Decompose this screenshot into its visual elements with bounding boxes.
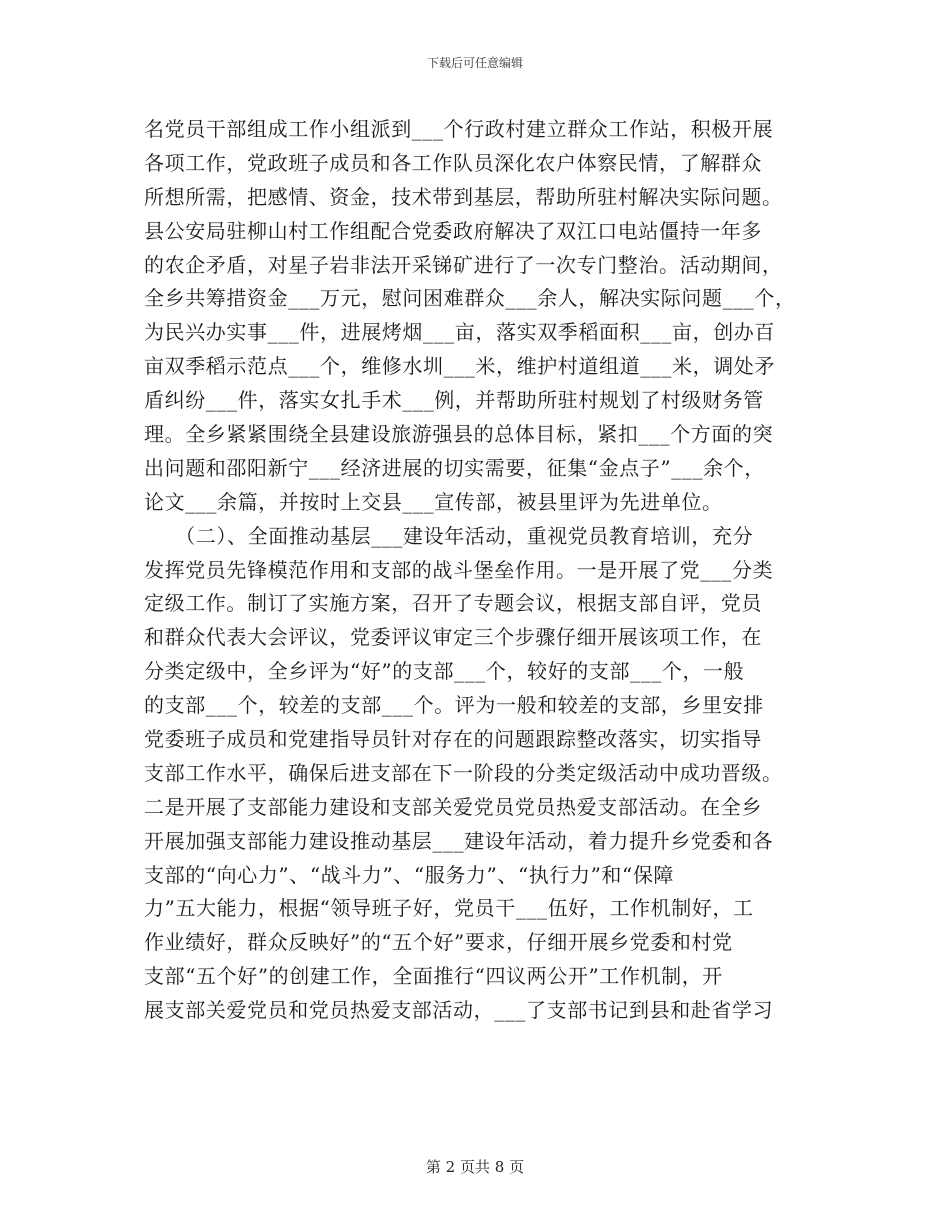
text-line: 出问题和邵阳新宁___经济进展的切实需要，征集“金点子”___余个， — [144, 455, 765, 480]
text-line: 所想所需，把感情、资金，技术带到基层，帮助所驻村解决实际问题。 — [144, 184, 783, 209]
page-header: 下载后可任意编辑 — [426, 56, 523, 70]
text-line: 盾纠纷___件，落实女扎手术___例，并帮助所驻村规划了村级财务管 — [144, 388, 764, 413]
text-line: 理。全乡紧紧围绕全县建设旅游强县的总体目标，紧扣___个方面的突 — [144, 422, 774, 447]
document-body — [144, 113, 834, 1028]
text-line: 开展加强支部能力建设推动基层___建设年活动，着力提升乡党委和各 — [144, 828, 774, 853]
page-number: 第 2 页共 8 页 — [425, 1158, 525, 1176]
text-line: 支部的“向心力”、“战斗力”、“服务力”、“执行力”和“保障 — [144, 862, 675, 887]
text-line: 各项工作，党政班子成员和各工作队员深化农户体察民情，了解群众 — [144, 150, 762, 175]
text-line: （二）、全面推动基层___建设年活动，重视党员教育培训，充分 — [144, 523, 754, 548]
text-line: 二是开展了支部能力建设和支部关爱党员党员热爱支部活动。在全乡 — [144, 794, 762, 819]
text-line: 定级工作。制订了实施方案，召开了专题会议，根据支部自评，党员 — [144, 591, 762, 616]
text-line: 全乡共筹措资金___万元，慰问困难群众___余人，解决实际问题___个， — [144, 286, 796, 311]
text-line: 作业绩好，群众反映好”的“五个好”要求，仔细开展乡党委和村党 — [144, 930, 733, 955]
text-line: 支部工作水平，确保后进支部在下一阶段的分类定级活动中成功晋级。 — [144, 760, 783, 785]
text-line: 支部“五个好”的创建工作，全面推行“四议两公开”工作机制，开 — [144, 964, 723, 989]
text-line: 县公安局驻柳山村工作组配合党委政府解决了双江口电站僵持一年多 — [144, 218, 762, 243]
text-line: 力”五大能力，根据“领导班子好，党员干___伍好，工作机制好，工 — [144, 896, 754, 921]
text-line: 亩双季稻示范点___个，维修水圳___米，维护村道组道___米，调处矛 — [144, 354, 775, 379]
text-line: 名党员干部组成工作小组派到___个行政村建立群众工作站，积极开展 — [144, 117, 774, 141]
text-line: 论文___余篇，并按时上交县___宣传部，被县里评为先进单位。 — [144, 489, 723, 514]
text-line: 的支部___个，较差的支部___个。评为一般和较差的支部，乡里安排 — [144, 693, 764, 718]
text-line: 的农企矛盾，对星子岩非法开采锑矿进行了一次专门整治。活动期间， — [144, 252, 783, 277]
text-line: 分类定级中，全乡评为“好”的支部___个，较好的支部___个，一般 — [144, 659, 745, 684]
text-line: 和群众代表大会评议，党委评议审定三个步骤仔细开展该项工作，在 — [144, 625, 762, 650]
text-line: 为民兴办实事___件，进展烤烟___亩，落实双季稻面积___亩，创办百 — [144, 320, 775, 345]
text-line: 党委班子成员和党建指导员针对存在的问题跟踪整改落实，切实指导 — [144, 727, 762, 752]
text-line: 展支部关爱党员和党员热爱支部活动，___了支部书记到县和赴省学习 — [144, 998, 774, 1023]
text-line: 发挥党员先锋模范作用和支部的战斗堡垒作用。一是开展了党___分类 — [144, 557, 774, 582]
